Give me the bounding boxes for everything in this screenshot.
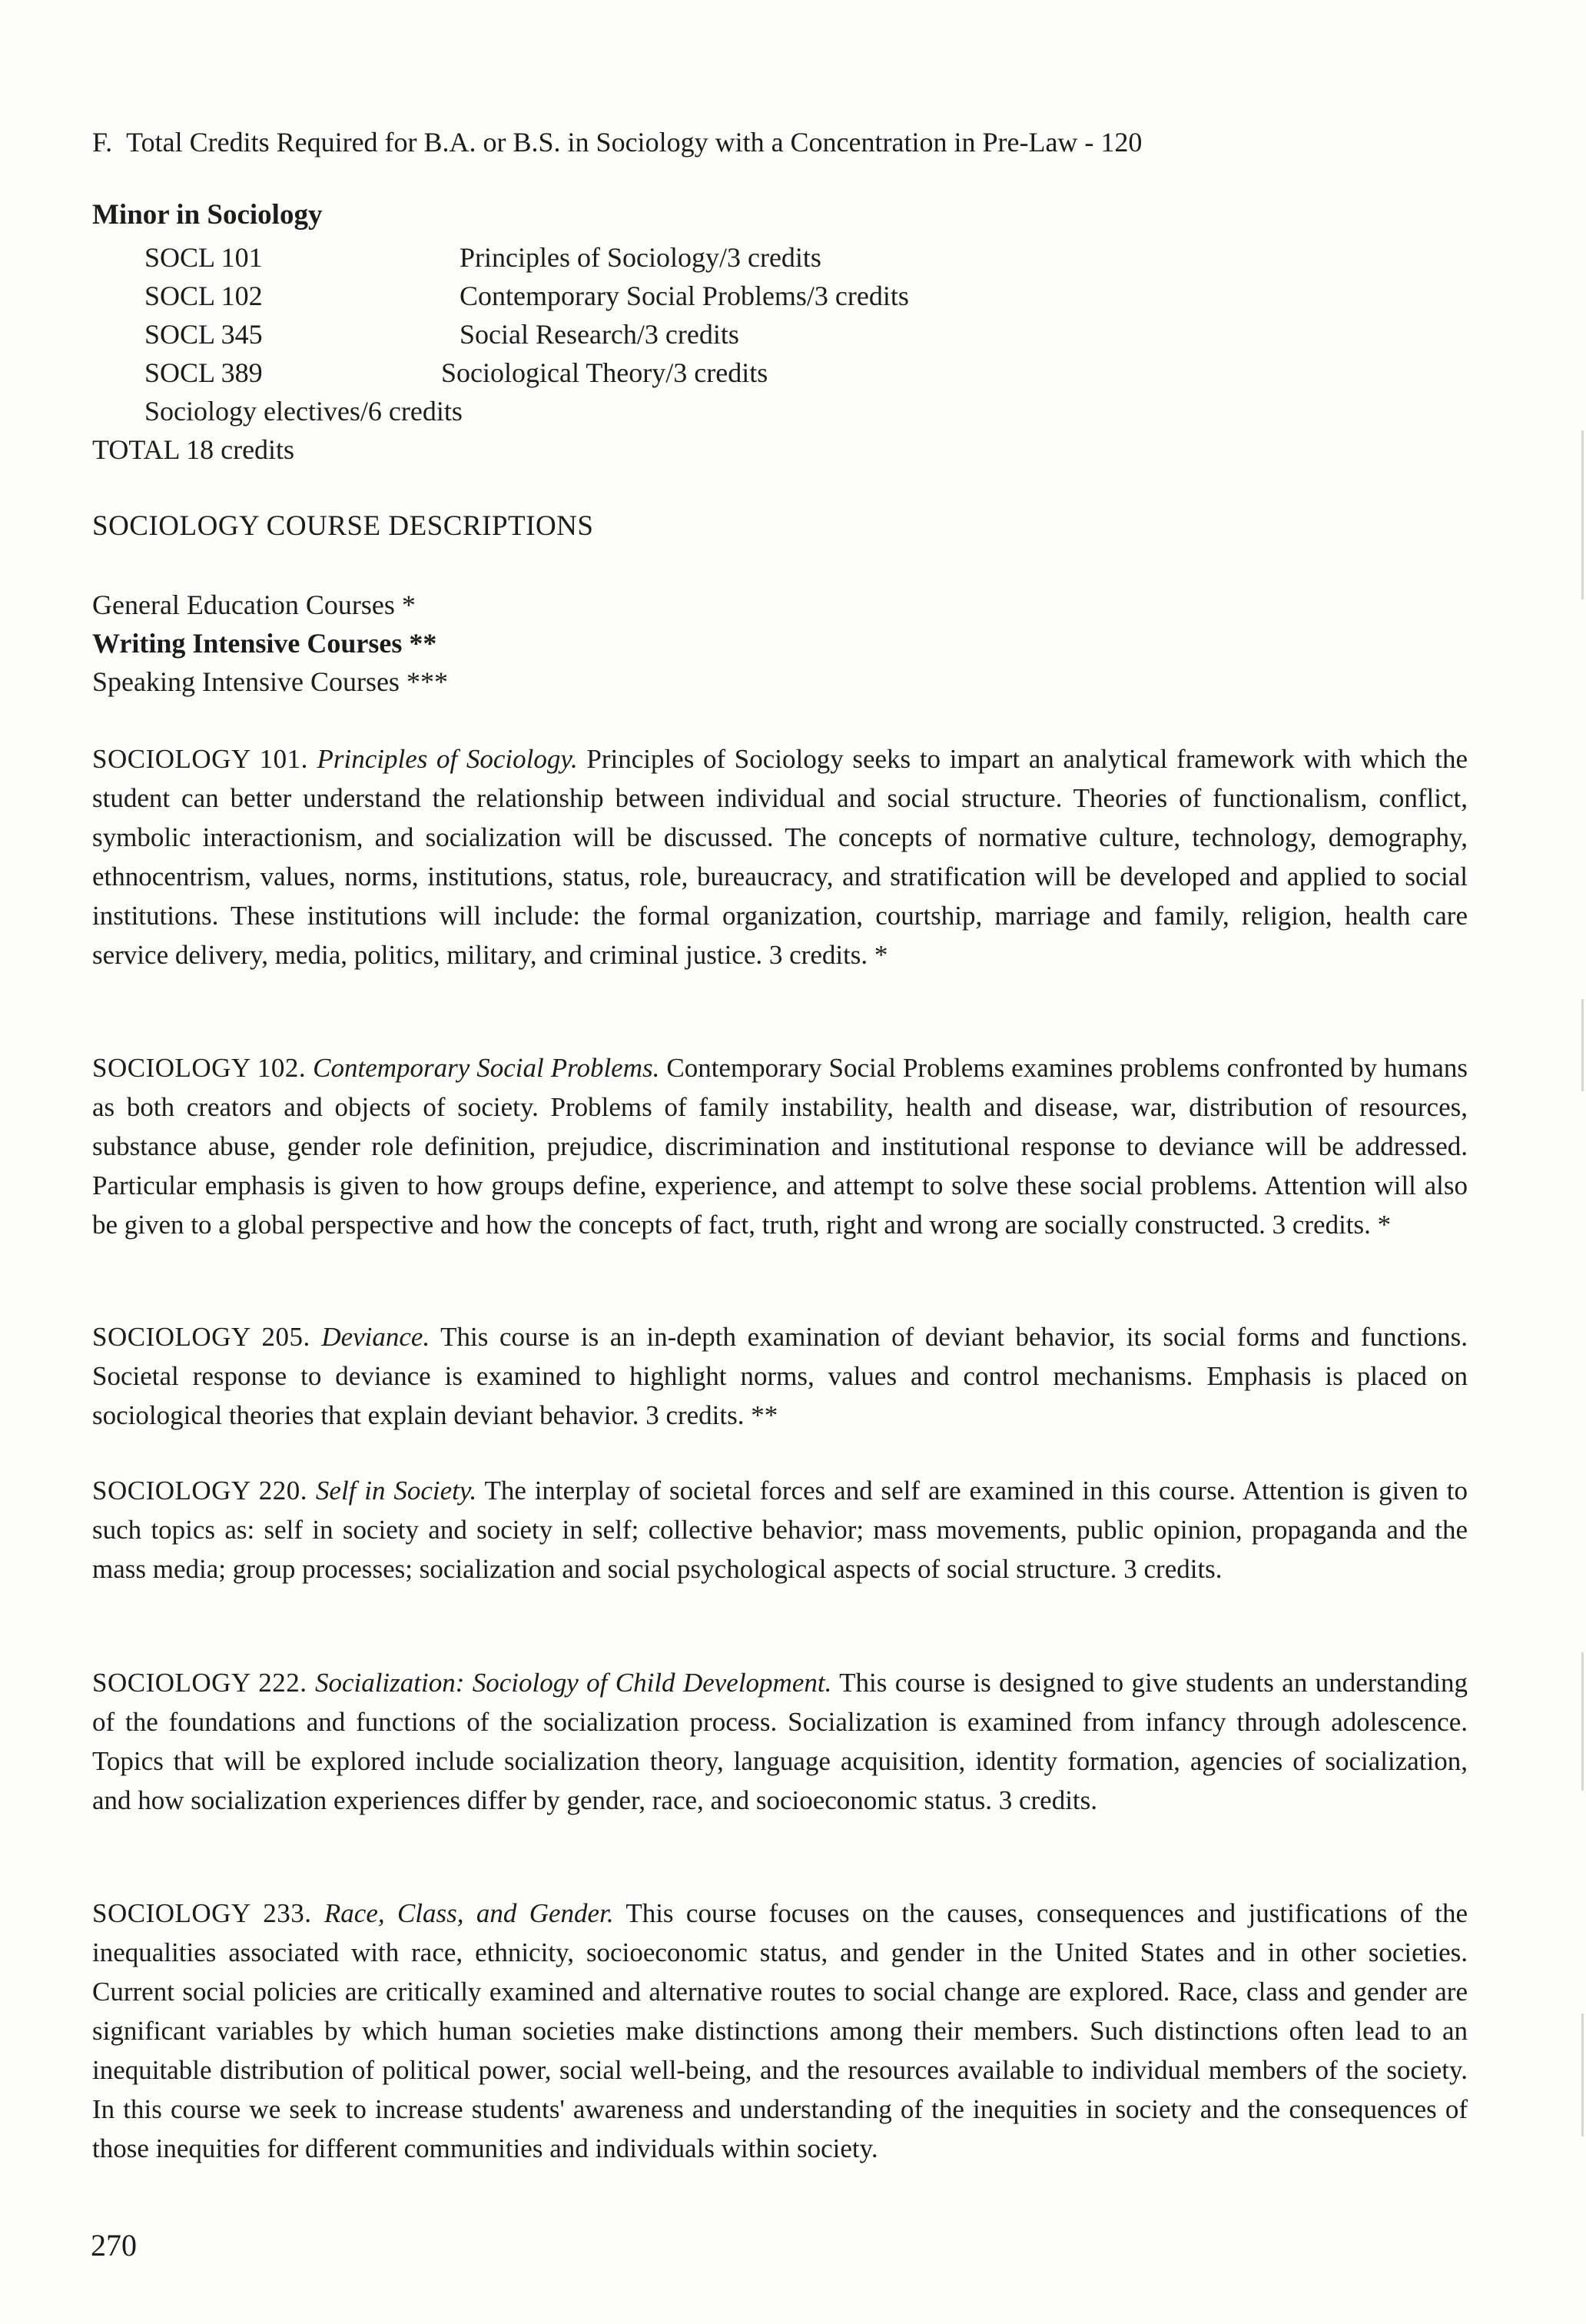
legend-writing: Writing Intensive Courses **	[92, 628, 437, 659]
course-body: This course focuses on the causes, consequences and justifications of the inequalities associated with race, ethnicity, socioeconomic status, and gender in the United States and in other societies. Current social policies are critically examined and alternative routes to social change are explored. Race, class and gender are significant variables by which human societies make distinctions among their members. Such distinctions often lead to an inequitable distribution of political power, social well-being, and the resources available to individual members of the society. In this course we seek to increase students' awareness and understanding of the inequities in society and the consequences of those inequities for different communities and individuals within society.	[92, 1898, 1468, 2163]
course-description	[92, 1048, 1468, 1244]
course-body: This course is an in-depth examination of deviant behavior, its social forms and functions. Societal response to deviance is examined to highlight norms, values and control mechanisms. Emphasis is placed on sociological theories that explain deviant behavior. 3 credits. **	[92, 1322, 1468, 1430]
total-credits-letter: F.	[92, 127, 113, 158]
minor-electives: Sociology electives/6 credits	[144, 396, 463, 427]
minor-course-description: Social Research/3 credits	[460, 319, 739, 350]
course-name: SOCIOLOGY 102.	[92, 1053, 307, 1083]
course-name: SOCIOLOGY 205.	[92, 1322, 310, 1352]
course-name: SOCIOLOGY 233.	[92, 1898, 312, 1928]
course-description	[92, 1471, 1468, 1589]
course-title: Self in Society.	[315, 1476, 477, 1506]
course-title: Socialization: Sociology of Child Development.	[314, 1668, 832, 1698]
course-description	[92, 1317, 1468, 1435]
course-name: SOCIOLOGY 101.	[92, 744, 308, 774]
minor-course-code: SOCL 102	[144, 281, 263, 311]
minor-course-description: Sociological Theory/3 credits	[441, 357, 768, 388]
course-name: SOCIOLOGY 222.	[92, 1668, 307, 1698]
scan-edge-mark	[1581, 430, 1584, 599]
legend-speaking: Speaking Intensive Courses ***	[92, 666, 448, 697]
course-title: Deviance.	[321, 1322, 430, 1352]
total-credits-text: Total Credits Required for B.A. or B.S. in Sociology with a Concentration in Pre-Law - 120	[126, 127, 1143, 158]
course-name: SOCIOLOGY 220.	[92, 1476, 308, 1506]
scan-edge-mark	[1581, 1652, 1584, 1791]
page-number: 270	[91, 2228, 137, 2263]
minor-title: Minor in Sociology	[92, 199, 323, 231]
course-body: Principles of Sociology seeks to impart an analytical framework with which the student can better understand the relationship between individual and social structure. Theories of functionalism, conflict, symbolic interactionism, and socialization will be discussed. The concepts of normative culture, technology, demography, ethnocentrism, values, norms, institutions, status, role, bureaucracy, and stratification will be developed and applied to social institutions. These institutions will include: the formal organization, courtship, marriage and family, religion, health care service delivery, media, politics, military, and criminal justice. 3 credits. *	[92, 744, 1468, 970]
course-description	[92, 1894, 1468, 2168]
minor-total: TOTAL 18 credits	[92, 434, 295, 465]
descriptions-heading: SOCIOLOGY COURSE DESCRIPTIONS	[92, 510, 594, 542]
scan-edge-mark	[1581, 999, 1584, 1091]
course-title: Principles of Sociology.	[317, 744, 578, 774]
minor-course-code: SOCL 101	[144, 242, 263, 273]
scan-edge-mark	[1581, 2014, 1584, 2136]
minor-course-description: Principles of Sociology/3 credits	[460, 242, 821, 273]
course-body: The interplay of societal forces and self are examined in this course. Attention is given to such topics as: self in society and society in self; collective behavior; mass movements, public opinion, propaganda and the mass media; group processes; socialization and social psychological aspects of social structure. 3 credits.	[92, 1476, 1468, 1584]
course-title: Contemporary Social Problems.	[313, 1053, 660, 1083]
minor-course-code: SOCL 345	[144, 319, 263, 350]
course-title: Race, Class, and Gender.	[324, 1898, 614, 1928]
legend-general: General Education Courses *	[92, 589, 416, 620]
total-credits-line	[92, 123, 1475, 161]
course-body: Contemporary Social Problems examines problems confronted by humans as both creators and objects of society. Problems of family instability, health and disease, war, distribution of resources, substance abuse, gender role definition, prejudice, discrimination and institutional response to deviance will be addressed. Particular emphasis is given to how groups define, experience, and attempt to solve these social problems. Attention will also be given to a global perspective and how the concepts of fact, truth, right and wrong are socially constructed. 3 credits. *	[92, 1053, 1468, 1240]
course-description	[92, 1663, 1468, 1820]
course-body: This course is designed to give students an understanding of the foundations and functions of the socialization process. Socialization is examined from infancy through adolescence. Topics that will be explored include socialization theory, language acquisition, identity formation, agencies of socialization, and how socialization experiences differ by gender, race, and socioeconomic status. 3 credits.	[92, 1668, 1468, 1815]
minor-course-code: SOCL 389	[144, 357, 263, 388]
minor-course-description: Contemporary Social Problems/3 credits	[460, 281, 909, 311]
course-description	[92, 739, 1468, 974]
